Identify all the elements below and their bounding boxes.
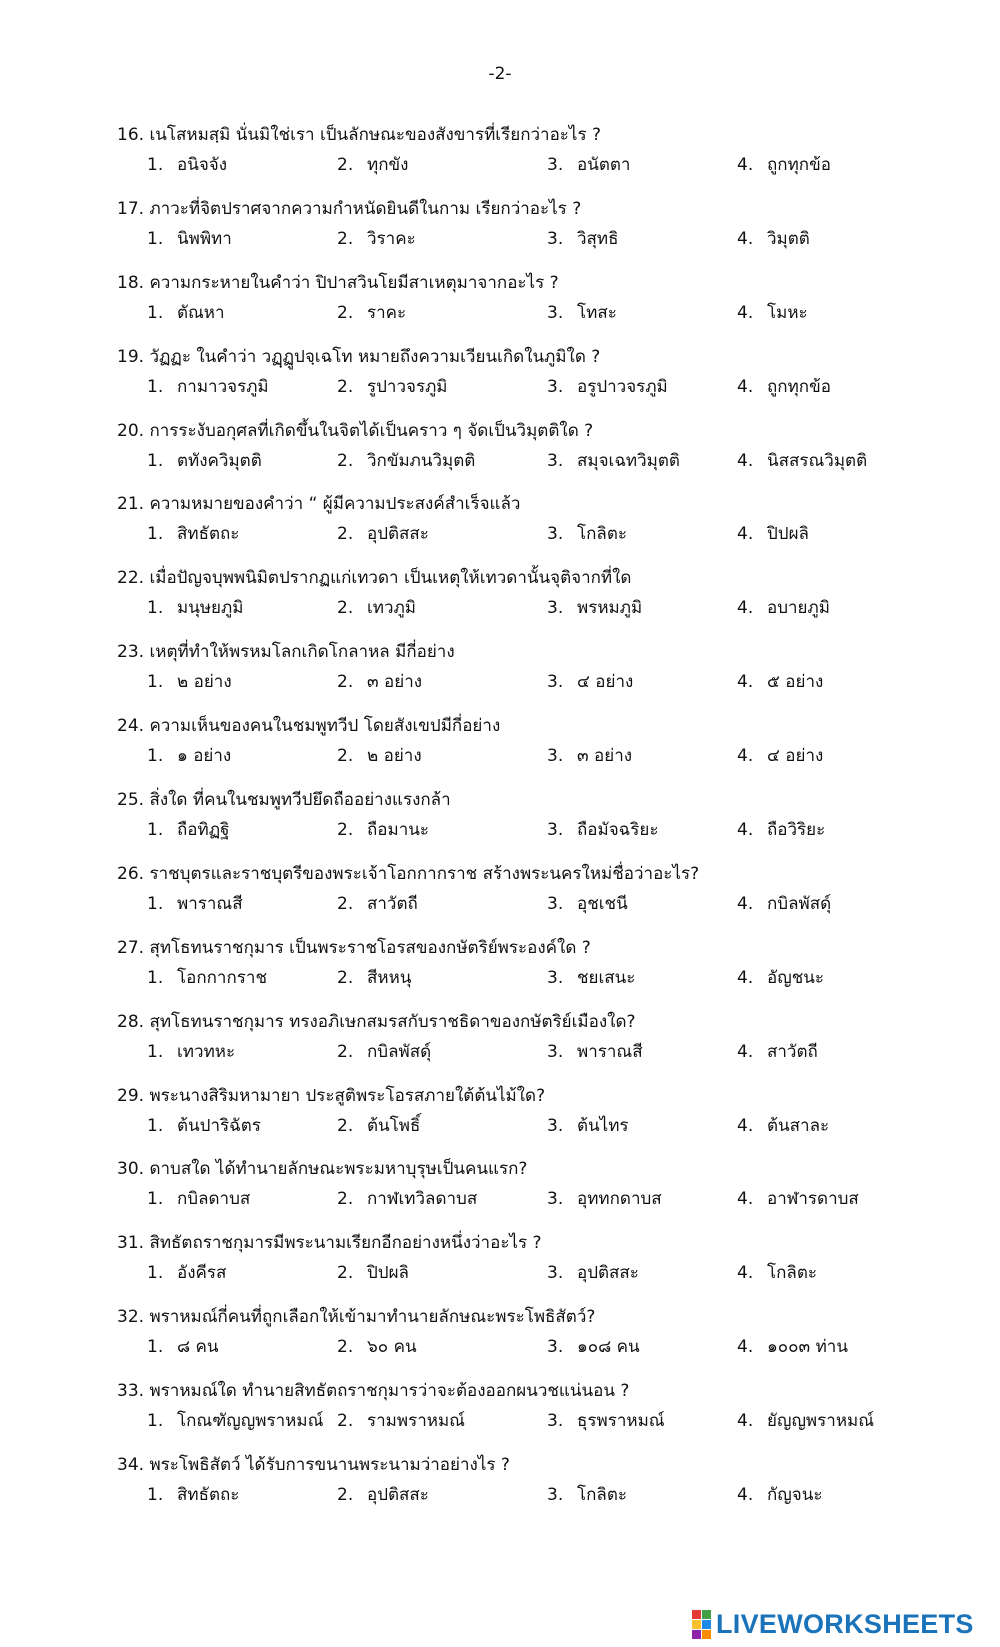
answer-choice: [337, 890, 418, 917]
answer-choice: [147, 1038, 235, 1065]
logo-square: [692, 1610, 701, 1619]
answer-choice: [337, 1333, 417, 1360]
choice-text: อุชเชนี: [577, 893, 628, 914]
answer-choice: [147, 1185, 250, 1212]
answer-choice: [737, 1185, 859, 1212]
answer-choice: [337, 520, 429, 547]
question-text: 29. พระนางสิริมหามายา ประสูติพระโอรสภายใต้ต้นไม้ใด?: [117, 1085, 546, 1106]
choice-number: 4.: [737, 1115, 754, 1136]
choice-text: นิพพิทา: [177, 228, 232, 249]
logo-square: [702, 1610, 711, 1619]
choice-text: อุททกดาบส: [577, 1189, 662, 1210]
question-item: [0, 1229, 1000, 1303]
answer-choice: [147, 447, 262, 474]
answer-choice: [147, 1407, 323, 1434]
choice-text: ๔ อย่าง: [767, 746, 824, 767]
choice-number: 4.: [737, 450, 754, 471]
choice-number: 2.: [337, 967, 354, 988]
answer-choice: [337, 668, 422, 695]
answer-choice: [147, 299, 225, 326]
question-text: 19. วัฏฏะ ในคำว่า วฏฺฏูปจฺเฉโท หมายถึงความเวียนเกิดในภูมิใด ?: [117, 346, 601, 367]
question-text: 24. ความเห็นของคนในชมพูทวีป โดยสังเขปมีกี่อย่าง: [117, 716, 501, 737]
choice-number: 1.: [147, 967, 164, 988]
choice-number: 1.: [147, 228, 164, 249]
question-text: 17. ภาวะที่จิตปราศจากความกำหนัดยินดีในกาม เรียกว่าอะไร ?: [117, 198, 582, 219]
choice-text: วิมุตติ: [767, 228, 810, 249]
choice-number: 4.: [737, 1411, 754, 1432]
question-item: [0, 1082, 1000, 1156]
answer-choice: [337, 1259, 409, 1286]
choice-number: 2.: [337, 1485, 354, 1506]
choice-number: 1.: [147, 1411, 164, 1432]
choice-text: สาวัตถี: [367, 893, 418, 914]
choice-text: ถูกทุกข้อ: [767, 376, 831, 397]
answer-choice: [547, 1259, 639, 1286]
choice-number: 2.: [337, 376, 354, 397]
choice-text: ปิปผลิ: [767, 524, 809, 545]
choice-text: กามาวจรภูมิ: [177, 376, 269, 397]
question-item: [0, 269, 1000, 343]
choice-number: 4.: [737, 1485, 754, 1506]
page-number: -2-: [488, 64, 512, 84]
question-text: 33. พราหมณ์ใด ทำนายสิทธัตถราชกุมารว่าจะต้องออกผนวชแน่นอน ?: [117, 1381, 630, 1402]
choice-text: ๕ อย่าง: [767, 672, 824, 693]
choice-number: 1.: [147, 746, 164, 767]
answer-choice: [737, 447, 867, 474]
choice-number: 3.: [547, 672, 564, 693]
answer-choice: [737, 668, 823, 695]
choice-text: ๖๐ คน: [367, 1337, 417, 1358]
choice-number: 2.: [337, 1337, 354, 1358]
question-item: [0, 1377, 1000, 1451]
liveworksheets-logo-icon: [692, 1610, 711, 1639]
choice-number: 4.: [737, 820, 754, 841]
choice-number: 1.: [147, 1115, 164, 1136]
answer-choice: [737, 520, 809, 547]
question-text: 20. การระงับอกุศลที่เกิดขึ้นในจิตได้เป็นคราว ๆ จัดเป็นวิมุตติใด ?: [117, 420, 594, 441]
answer-choice: [337, 447, 475, 474]
answer-choice: [737, 816, 825, 843]
choice-number: 1.: [147, 302, 164, 323]
question-text: 21. ความหมายของคำว่า “ ผู้มีความประสงค์สำเร็จแล้ว: [117, 494, 521, 515]
choice-number: 1.: [147, 893, 164, 914]
answer-choice: [147, 742, 231, 769]
choice-number: 2.: [337, 450, 354, 471]
choice-text: เทวทหะ: [177, 1041, 236, 1062]
choice-text: ๘ คน: [177, 1337, 219, 1358]
choice-text: อุปติสสะ: [367, 524, 429, 545]
question-text: 31. สิทธัตถราชกุมารมีพระนามเรียกอีกอย่างหนึ่งว่าอะไร ?: [117, 1233, 542, 1254]
answer-choice: [547, 1185, 662, 1212]
answer-choice: [737, 742, 823, 769]
liveworksheets-logo-text: LIVEWORKSHEETS: [716, 1608, 974, 1639]
question-text: 22. เมื่อปัญจบุพพนิมิตปรากฏแก่เทวดา เป็นเหตุให้เทวดานั้นจุติจากที่ใด: [117, 568, 632, 589]
answer-choice: [547, 1112, 629, 1139]
choice-text: อัญชนะ: [767, 967, 824, 988]
choice-text: ตทังควิมุตติ: [177, 450, 262, 471]
choice-number: 4.: [737, 967, 754, 988]
choice-text: ๓ อย่าง: [577, 746, 633, 767]
choice-text: สิทธัตถะ: [177, 524, 240, 545]
choice-number: 3.: [547, 893, 564, 914]
choice-number: 2.: [337, 820, 354, 841]
question-item: [0, 1451, 1000, 1525]
choice-text: ๒ อย่าง: [177, 672, 232, 693]
answer-choice: [147, 668, 232, 695]
question-text: 18. ความกระหายในคำว่า ปิปาสวินโยมีสาเหตุมาจากอะไร ?: [117, 272, 559, 293]
answer-choice: [337, 225, 416, 252]
logo-square: [692, 1620, 701, 1629]
choice-number: 2.: [337, 1411, 354, 1432]
choice-number: 1.: [147, 820, 164, 841]
choice-text: ต้นไทร: [577, 1115, 629, 1136]
answer-choice: [737, 1259, 817, 1286]
answer-choice: [737, 225, 810, 252]
question-list: [0, 121, 1000, 1525]
choice-text: ถูกทุกข้อ: [767, 155, 831, 175]
choice-number: 4.: [737, 598, 754, 619]
choice-text: ๑ อย่าง: [177, 746, 232, 767]
choice-text: สาวัตถี: [767, 1041, 818, 1062]
question-text: 34. พระโพธิสัตว์ ได้รับการขนานพระนามว่าอย่างไร ?: [117, 1455, 510, 1476]
answer-choice: [147, 1333, 219, 1360]
choice-number: 2.: [337, 524, 354, 545]
choice-number: 2.: [337, 1041, 354, 1062]
answer-choice: [547, 594, 642, 621]
question-item: [0, 417, 1000, 491]
answer-choice: [547, 447, 680, 474]
choice-text: อุปติสสะ: [577, 1263, 639, 1284]
answer-choice: [737, 1407, 874, 1434]
answer-choice: [337, 1407, 465, 1434]
choice-text: ถือทิฏฐิ: [177, 820, 230, 841]
choice-number: 4.: [737, 155, 754, 175]
choice-text: พาราณสี: [577, 1041, 643, 1062]
answer-choice: [547, 520, 627, 547]
choice-text: ถือมัจฉริยะ: [577, 820, 659, 841]
choice-text: ต้นปาริฉัตร: [177, 1115, 261, 1136]
choice-text: ๔ อย่าง: [577, 672, 634, 693]
answer-choice: [337, 373, 448, 400]
choice-number: 1.: [147, 376, 164, 397]
choice-number: 4.: [737, 228, 754, 249]
choice-text: กัญจนะ: [767, 1485, 823, 1506]
question-item: [0, 1008, 1000, 1082]
choice-text: อนัตตา: [577, 155, 631, 175]
choice-number: 2.: [337, 1189, 354, 1210]
choice-number: 4.: [737, 302, 754, 323]
answer-choice: [337, 151, 408, 178]
answer-choice: [547, 964, 635, 991]
choice-text: นิสสรณวิมุตติ: [767, 450, 868, 471]
question-text: 30. ดาบสใด ได้ทำนายลักษณะพระมหาบุรุษเป็นคนแรก?: [117, 1159, 528, 1180]
choice-text: สิทธัตถะ: [177, 1485, 240, 1506]
choice-number: 3.: [547, 1263, 564, 1284]
choice-text: ถือวิริยะ: [767, 820, 826, 841]
answer-choice: [547, 1481, 627, 1508]
choice-text: กบิลดาบส: [177, 1189, 251, 1210]
choice-text: ราคะ: [367, 302, 407, 323]
answer-choice: [737, 964, 824, 991]
choice-text: ธุรพราหมณ์: [577, 1411, 665, 1432]
choice-number: 2.: [337, 746, 354, 767]
answer-choice: [147, 890, 243, 917]
choice-text: โทสะ: [577, 302, 617, 323]
answer-choice: [147, 1259, 226, 1286]
choice-text: โมหะ: [767, 302, 808, 323]
choice-number: 3.: [547, 228, 564, 249]
choice-number: 1.: [147, 1337, 164, 1358]
choice-text: อบายภูมิ: [767, 598, 830, 619]
choice-text: อนิจจัง: [177, 155, 228, 175]
answer-choice: [337, 1185, 477, 1212]
choice-text: ชยเสนะ: [577, 967, 636, 988]
choice-text: โอกกากราช: [177, 967, 267, 988]
answer-choice: [547, 151, 630, 178]
logo-square: [702, 1620, 711, 1629]
choice-number: 4.: [737, 672, 754, 693]
choice-text: วิราคะ: [367, 228, 416, 249]
answer-choice: [547, 1038, 643, 1065]
answer-choice: [547, 1407, 665, 1434]
question-item: [0, 860, 1000, 934]
choice-text: กบิลพัสดุ์: [367, 1041, 432, 1062]
choice-number: 1.: [147, 155, 164, 175]
choice-number: 3.: [547, 1115, 564, 1136]
choice-number: 3.: [547, 302, 564, 323]
choice-number: 3.: [547, 1411, 564, 1432]
choice-number: 4.: [737, 746, 754, 767]
answer-choice: [147, 225, 232, 252]
question-item: [0, 1155, 1000, 1229]
answer-choice: [147, 373, 269, 400]
choice-number: 1.: [147, 524, 164, 545]
choice-text: ๒ อย่าง: [367, 746, 422, 767]
answer-choice: [337, 742, 422, 769]
question-text: 28. สุทโธทนราชกุมาร ทรงอภิเษกสมรสกับราชธิดาของกษัตริย์เมืองใด?: [117, 1011, 636, 1032]
choice-text: มนุษยภูมิ: [177, 598, 244, 619]
question-item: [0, 1303, 1000, 1377]
question-text: 32. พราหมณ์กี่คนที่ถูกเลือกให้เข้ามาทำนายลักษณะพระโพธิสัตว์?: [117, 1307, 596, 1328]
choice-text: วิสุทธิ: [577, 228, 619, 249]
question-item: [0, 712, 1000, 786]
answer-choice: [547, 890, 628, 917]
choice-number: 1.: [147, 1263, 164, 1284]
logo-square: [702, 1630, 711, 1639]
choice-number: 3.: [547, 820, 564, 841]
choice-text: รูปาวจรภูมิ: [367, 376, 448, 397]
choice-number: 4.: [737, 376, 754, 397]
answer-choice: [337, 594, 416, 621]
choice-text: อุปติสสะ: [367, 1485, 429, 1506]
question-item: [0, 343, 1000, 417]
question-text: 23. เหตุที่ทำให้พรหมโลกเกิดโกลาหล มีกี่อย่าง: [117, 642, 455, 663]
question-item: [0, 121, 1000, 195]
choice-text: ทุกขัง: [367, 155, 409, 175]
answer-choice: [147, 1112, 261, 1139]
answer-choice: [147, 520, 239, 547]
choice-text: กบิลพัสดุ์: [767, 893, 832, 914]
choice-number: 1.: [147, 1041, 164, 1062]
choice-text: ๓ อย่าง: [367, 672, 423, 693]
answer-choice: [337, 816, 429, 843]
answer-choice: [547, 1333, 640, 1360]
choice-number: 2.: [337, 155, 354, 175]
liveworksheets-logo: [692, 1610, 974, 1638]
choice-number: 3.: [547, 1337, 564, 1358]
choice-text: ต้นสาละ: [767, 1115, 830, 1136]
question-text: 25. สิ่งใด ที่คนในชมพูทวีปยึดถืออย่างแรงกล้า: [117, 790, 451, 811]
answer-choice: [547, 299, 617, 326]
answer-choice: [737, 373, 831, 400]
choice-number: 1.: [147, 1485, 164, 1506]
answer-choice: [547, 225, 619, 252]
choice-text: ต้นโพธิ์: [367, 1115, 421, 1136]
choice-text: โกลิตะ: [767, 1263, 818, 1284]
answer-choice: [737, 1333, 848, 1360]
answer-choice: [737, 1038, 818, 1065]
choice-number: 4.: [737, 1189, 754, 1210]
answer-choice: [737, 1112, 829, 1139]
choice-text: สมุจเฉทวิมุตติ: [577, 450, 680, 471]
answer-choice: [147, 151, 227, 178]
logo-square: [692, 1630, 701, 1639]
choice-number: 2.: [337, 1263, 354, 1284]
answer-choice: [337, 1481, 429, 1508]
question-text: 26. ราชบุตรและราชบุตรีของพระเจ้าโอกกากราช สร้างพระนครใหม่ชื่อว่าอะไร?: [117, 863, 700, 884]
choice-text: โกณฑัญญพราหมณ์: [177, 1411, 324, 1432]
choice-text: ยัญญพราหมณ์: [767, 1411, 874, 1432]
choice-text: อังคีรส: [177, 1263, 227, 1284]
choice-text: ๑๐๐๓ ท่าน: [767, 1337, 848, 1358]
answer-choice: [147, 964, 267, 991]
choice-text: เทวภูมิ: [367, 598, 416, 619]
choice-number: 4.: [737, 1263, 754, 1284]
answer-choice: [147, 1481, 239, 1508]
choice-number: 3.: [547, 155, 564, 175]
choice-number: 2.: [337, 672, 354, 693]
answer-choice: [737, 151, 831, 178]
choice-number: 1.: [147, 1189, 164, 1210]
choice-number: 3.: [547, 1189, 564, 1210]
choice-number: 3.: [547, 376, 564, 397]
answer-choice: [547, 742, 632, 769]
question-item: [0, 934, 1000, 1008]
choice-number: 4.: [737, 524, 754, 545]
answer-choice: [737, 299, 808, 326]
choice-number: 3.: [547, 598, 564, 619]
answer-choice: [547, 816, 658, 843]
question-text: 27. สุทโธทนราชกุมาร เป็นพระราชโอรสของกษัตริย์พระองค์ใด ?: [117, 937, 591, 958]
choice-number: 1.: [147, 672, 164, 693]
choice-text: อาฬารดาบส: [767, 1189, 859, 1210]
choice-number: 2.: [337, 1115, 354, 1136]
choice-text: พาราณสี: [177, 893, 243, 914]
question-item: [0, 786, 1000, 860]
choice-number: 4.: [737, 1041, 754, 1062]
choice-text: ๑๐๘ คน: [577, 1337, 640, 1358]
choice-text: ตัณหา: [177, 302, 225, 323]
answer-choice: [547, 668, 633, 695]
choice-text: กาฬเทวิลดาบส: [367, 1189, 478, 1210]
choice-number: 3.: [547, 746, 564, 767]
choice-text: วิกขัมภนวิมุตติ: [367, 450, 476, 471]
answer-choice: [337, 299, 406, 326]
choice-text: โกลิตะ: [577, 1485, 628, 1506]
question-item: [0, 638, 1000, 712]
choice-text: ปิปผลิ: [367, 1263, 409, 1284]
answer-choice: [147, 594, 243, 621]
answer-choice: [737, 890, 831, 917]
choice-number: 3.: [547, 524, 564, 545]
choice-number: 2.: [337, 302, 354, 323]
choice-number: 2.: [337, 893, 354, 914]
choice-number: 1.: [147, 450, 164, 471]
choice-number: 2.: [337, 228, 354, 249]
choice-number: 2.: [337, 598, 354, 619]
question-item: [0, 195, 1000, 269]
choice-text: สีหหนุ: [367, 967, 412, 988]
choice-number: 1.: [147, 598, 164, 619]
choice-text: โกลิตะ: [577, 524, 628, 545]
answer-choice: [547, 373, 668, 400]
answer-choice: [337, 1112, 420, 1139]
question-item: [0, 564, 1000, 638]
answer-choice: [337, 1038, 431, 1065]
answer-choice: [737, 594, 830, 621]
answer-choice: [737, 1481, 823, 1508]
choice-text: ถือมานะ: [367, 820, 430, 841]
choice-text: อรูปาวจรภูมิ: [577, 376, 668, 397]
choice-number: 3.: [547, 450, 564, 471]
answer-choice: [337, 964, 411, 991]
choice-text: พรหมภูมิ: [577, 598, 643, 619]
choice-number: 3.: [547, 1041, 564, 1062]
choice-number: 3.: [547, 1485, 564, 1506]
answer-choice: [147, 816, 230, 843]
choice-number: 4.: [737, 893, 754, 914]
question-item: [0, 490, 1000, 564]
choice-number: 4.: [737, 1337, 754, 1358]
choice-text: รามพราหมณ์: [367, 1411, 465, 1432]
choice-number: 3.: [547, 967, 564, 988]
question-text: 16. เนโสหมสฺมิ นั่นมิใช่เรา เป็นลักษณะของสังขารที่เรียกว่าอะไร ?: [117, 125, 602, 145]
